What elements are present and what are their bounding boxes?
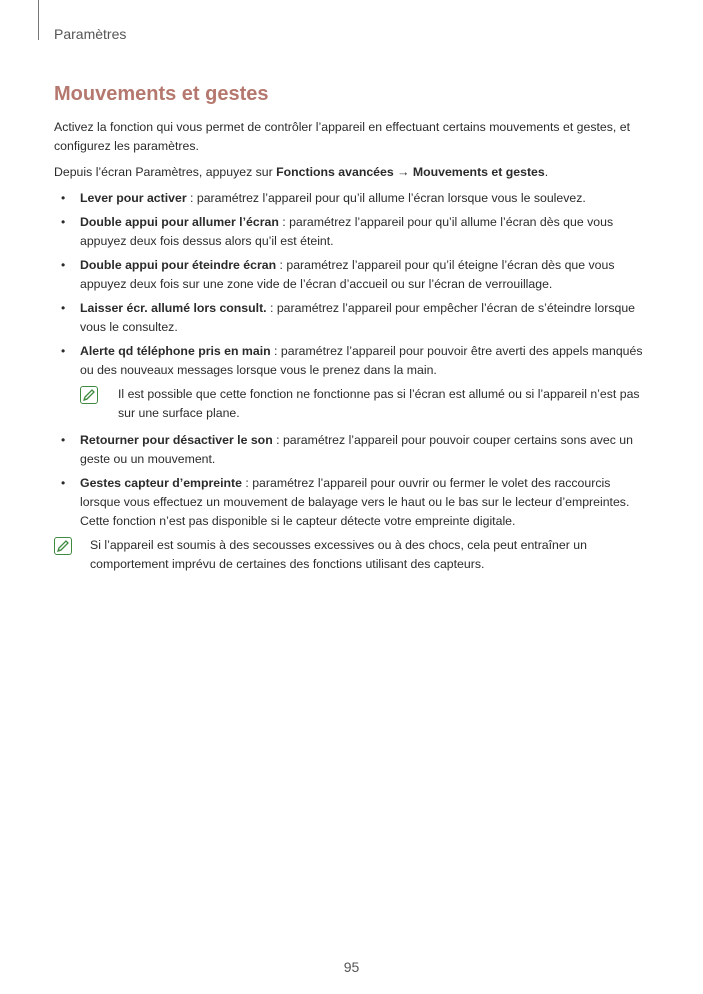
path-item-motions-gestures: Mouvements et gestes — [412, 165, 545, 179]
header-rule — [38, 0, 39, 40]
item-description: : paramétrez l’appareil pour qu’il allume l’écran dès que vous appuyez deux fois dessus alors qu’il est éteint. — [80, 215, 614, 248]
note-pencil-icon — [80, 386, 98, 404]
note-inner — [80, 385, 652, 423]
note-pencil-icon — [54, 537, 72, 555]
list-item — [54, 342, 652, 380]
item-description: : paramétrez l’appareil pour qu’il éteigne l’écran dès que vous appuyez deux fois sur une zone vide de l’écran d’accueil ou sur l’écran de verrouillage. — [80, 258, 615, 291]
note-inner-text: Il est possible que cette fonction ne fonctionne pas si l’écran est allumé ou si l’appareil n’est pas sur une surface plane. — [118, 387, 640, 420]
navigation-path — [54, 163, 652, 182]
list-item — [54, 189, 652, 208]
item-term: Double appui pour allumer l’écran — [80, 215, 279, 229]
bullet: • — [61, 433, 66, 447]
item-term: Retourner pour désactiver le son — [80, 433, 273, 447]
section-header: Paramètres — [54, 26, 127, 42]
page-number: 95 — [343, 959, 360, 975]
feature-list-continued — [54, 431, 652, 531]
feature-list — [54, 189, 652, 380]
path-arrow: → — [393, 165, 413, 179]
note-outer-text: Si l’appareil est soumis à des secousses excessives ou à des chocs, cela peut entraîner un comportement imprévu de certaines des fonctions utilisant des capteurs. — [90, 538, 587, 571]
bullet: • — [61, 476, 66, 490]
note-outer — [54, 536, 652, 574]
bullet: • — [61, 344, 66, 358]
page-title: Mouvements et gestes — [54, 83, 269, 105]
bullet: • — [61, 301, 66, 315]
item-description: : paramétrez l’appareil pour pouvoir être averti des appels manqués ou des nouveaux messages lorsque vous le prenez dans la main. — [80, 344, 643, 377]
list-item — [54, 431, 652, 469]
path-suffix: . — [544, 165, 549, 179]
page-content — [54, 83, 652, 582]
list-item — [54, 299, 652, 337]
bullet: • — [61, 258, 66, 272]
item-description: : paramétrez l’appareil pour qu’il allume l’écran lorsque vous le soulevez. — [186, 191, 586, 205]
item-term: Gestes capteur d’empreinte — [80, 476, 242, 490]
bullet: • — [61, 215, 66, 229]
list-item — [54, 213, 652, 251]
list-item — [54, 256, 652, 294]
item-description: : paramétrez l’appareil pour pouvoir couper certains sons avec un geste ou un mouvement. — [80, 433, 633, 466]
item-term: Double appui pour éteindre écran — [80, 258, 277, 272]
item-term: Alerte qd téléphone pris en main — [80, 344, 271, 358]
item-description: : paramétrez l’appareil pour ouvrir ou fermer le volet des raccourcis lorsque vous effectuez un mouvement de balayage vers le haut ou le bas sur le lecteur d’empreintes. Cette fonction n’est pas disponible si le capteur détecte votre empreinte digitale. — [80, 476, 630, 528]
item-term: Lever pour activer — [80, 191, 187, 205]
list-item — [54, 474, 652, 531]
intro-paragraph: Activez la fonction qui vous permet de contrôler l’appareil en effectuant certains mouvements et gestes, et configurez les paramètres. — [54, 120, 630, 153]
item-term: Laisser écr. allumé lors consult. — [80, 301, 267, 315]
path-item-advanced-features: Fonctions avancées — [276, 165, 394, 179]
bullet: • — [61, 191, 66, 205]
item-description: : paramétrez l’appareil pour empêcher l’écran de s’éteindre lorsque vous le consultez. — [80, 301, 636, 334]
path-prefix: Depuis l’écran Paramètres, appuyez sur — [54, 165, 277, 179]
